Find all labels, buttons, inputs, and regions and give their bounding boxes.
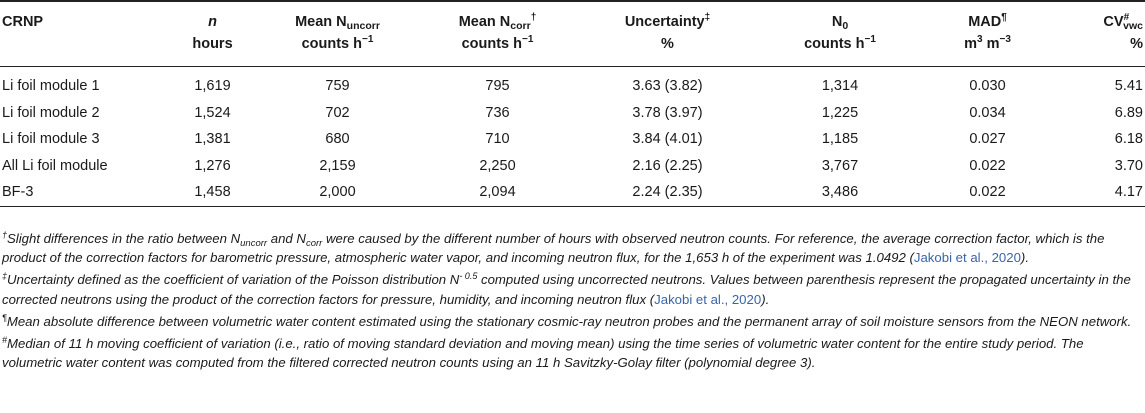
col-header-crnp: CRNP: [2, 14, 44, 30]
cell-n0: 3,486: [821, 184, 859, 200]
col-header-mad: MAD¶ $m^3$ $m^{-3}$: [964, 12, 1011, 52]
cell-mean-nuncorr: 759: [325, 78, 350, 94]
cell-n: 1,381: [194, 131, 231, 147]
citation-link[interactable]: Jakobi et al., 2020: [913, 250, 1021, 266]
cell-n0: 3,767: [821, 157, 859, 174]
cell-n: 1,458: [194, 184, 231, 200]
cell-cv: 6.89: [1114, 104, 1143, 121]
cell-mean-ncorr: 736: [485, 104, 510, 121]
cell-cv: 3.70: [1114, 157, 1143, 174]
cell-mean-nuncorr: 2,000: [319, 184, 356, 200]
col-header-uncertainty: Uncertainty‡ %: [624, 12, 711, 52]
col-header-cv: $CV^{\#}_{vwc}$ %: [1103, 12, 1143, 52]
cell-crnp: Li foil module 1: [2, 78, 100, 94]
table-row: [0, 100, 1145, 127]
cell-mean-ncorr: 710: [485, 131, 510, 147]
cell-mad: 0.022: [969, 157, 1006, 174]
col-header-mean-nuncorr: Mean $N_{uncorr}$ counts $h^{-1}$: [295, 14, 380, 52]
cell-cv: 6.18: [1114, 131, 1143, 147]
citation-link[interactable]: Jakobi et al., 2020: [654, 291, 762, 307]
table-row: [0, 126, 1145, 153]
cell-crnp: BF-3: [2, 184, 34, 200]
cell-mean-nuncorr: 2,159: [319, 157, 356, 174]
footnote-pilcrow: ¶Mean absolute difference between volumetric water content estimated using the stationary cosmic-ray neutron probes and the permanent array of soil moisture sensors from the NEON network.: [2, 312, 1132, 329]
col-header-n0: $N_0$ counts $h^{-1}$: [804, 14, 876, 52]
footnote-dagger: †Slight differences in the ratio between $N_{uncorr}$ and $N_{corr}$ were caused by the different number of hours with observed neutron counts. For reference, the average correction factor, which is the product of the correction factors for barometric pressure, atmospheric water vapor, and incoming neutron flux, for the 1,653 h of the experiment was 1.0492 (Jakobi et al., 2020).: [2, 230, 1105, 266]
cell-uncertainty: 2.24 (2.35): [632, 184, 703, 200]
col-header-mean-ncorr: Mean $N_{corr}^\dagger$ counts $h^{-1}$: [458, 12, 537, 52]
cell-uncertainty: 3.84 (4.01): [632, 131, 703, 147]
header-row: [0, 1, 1145, 67]
footnote-double-dagger: ‡Uncertainty defined as the coefficient of variation of the Poisson distribution $N^{- 0.5}$ computed using uncorrected neutrons. Values between parenthesis represent the propagated uncertainty in the corrected neutrons using the product of the correction factors for pressure, humidity, and incoming neutron flux (Jakobi et al., 2020).: [2, 271, 1131, 307]
cell-n0: 1,225: [821, 104, 859, 121]
cell-mad: 0.030: [969, 78, 1006, 94]
table-row: [0, 153, 1145, 180]
cell-crnp: Li foil module 3: [2, 131, 100, 147]
table-row: [0, 67, 1145, 100]
cell-uncertainty: 3.78 (3.97): [632, 104, 703, 121]
cell-n: 1,276: [194, 157, 231, 174]
col-header-n: n hours: [192, 14, 233, 52]
cell-n0: 1,185: [821, 131, 859, 147]
table-footnotes: [2, 229, 1143, 375]
cell-crnp: All Li foil module: [2, 157, 108, 174]
cell-cv: 5.41: [1114, 78, 1143, 94]
cell-mean-ncorr: 795: [485, 78, 510, 94]
cell-mean-ncorr: 2,094: [479, 184, 516, 200]
cell-mad: 0.034: [969, 104, 1006, 121]
cell-uncertainty: 3.63 (3.82): [632, 78, 703, 94]
cell-mad: 0.022: [969, 184, 1006, 200]
cell-mad: 0.027: [969, 131, 1006, 147]
cell-mean-nuncorr: 702: [325, 104, 350, 121]
cell-n0: 1,314: [821, 78, 859, 94]
table-row: [0, 179, 1145, 206]
cell-mean-ncorr: 2,250: [479, 157, 516, 174]
cell-uncertainty: 2.16 (2.25): [632, 157, 703, 174]
footnote-hash: #Median of 11 h moving coefficient of variation (i.e., ratio of moving standard deviation and moving mean) using the time series of volumetric water content for the entire study period. The volumetric water content was computed from the filtered corrected neutron counts using an 11 h Savitzky-Golay filter (polynomial degree 3).: [2, 335, 1084, 371]
cell-n: 1,524: [194, 104, 231, 121]
cell-crnp: Li foil module 2: [2, 104, 100, 121]
cell-cv: 4.17: [1114, 184, 1143, 200]
cell-mean-nuncorr: 680: [325, 131, 350, 147]
cell-n: 1,619: [194, 78, 231, 94]
